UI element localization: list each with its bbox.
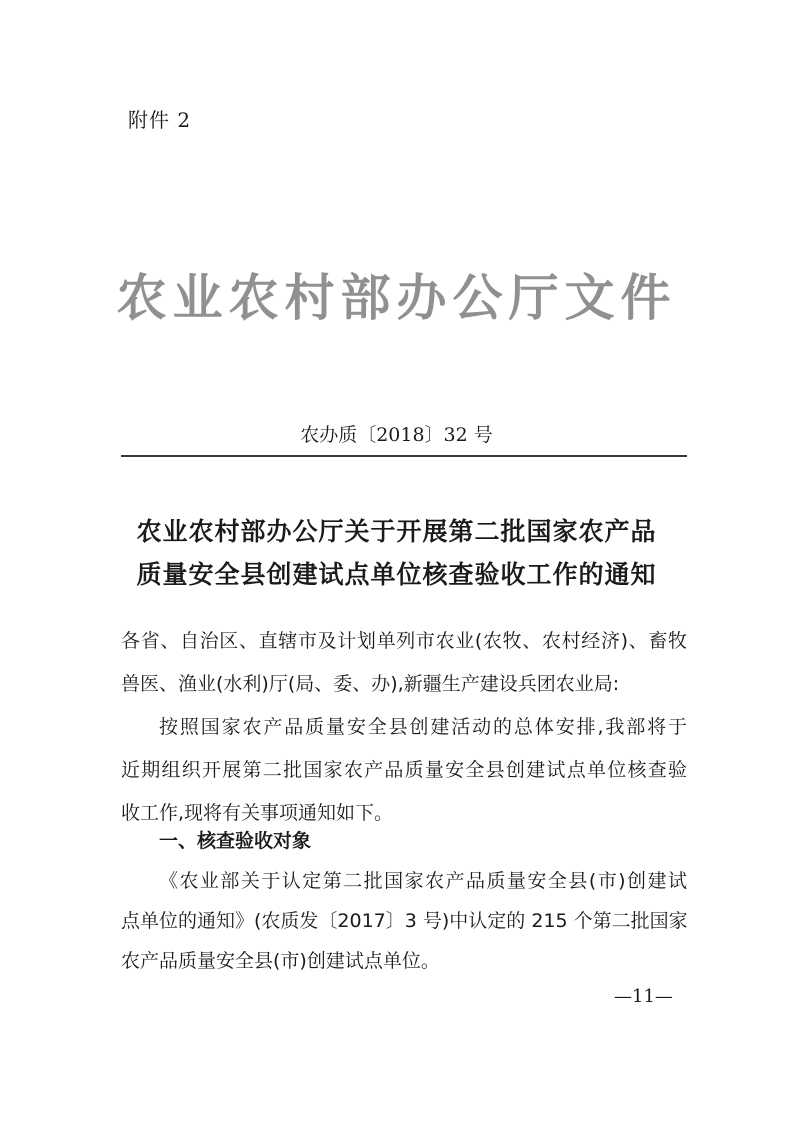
document-masthead: 农业农村部办公厅文件 xyxy=(116,268,677,327)
section-body-line-3: 农产品质量安全县(市)创建试点单位。 xyxy=(121,950,440,972)
section-heading: 一、核查验收对象 xyxy=(159,830,312,852)
section-body-line-2: 点单位的通知》(农质发〔2017〕3 号)中认定的 215 个第二批国家 xyxy=(121,910,688,932)
section-body-line-1: 《农业部关于认定第二批国家农产品质量安全县(市)创建试 xyxy=(159,870,687,892)
intro-line-3: 收工作,现将有关事项通知如下。 xyxy=(121,802,394,824)
document-title-line-2: 质量安全县创建试点单位核查验收工作的通知 xyxy=(136,560,657,589)
attachment-label: 附件 2 xyxy=(128,108,192,132)
intro-line-1: 按照国家农产品质量安全县创建活动的总体安排,我部将于 xyxy=(159,716,687,738)
addressee-line-2: 兽医、渔业(水利)厅(局、委、办),新疆生产建设兵团农业局: xyxy=(121,673,620,695)
document-number: 农办质〔2018〕32 号 xyxy=(300,424,493,446)
header-divider xyxy=(121,455,687,457)
addressee-line-1: 各省、自治区、直辖市及计划单列市农业(农牧、农村经济)、畜牧 xyxy=(121,630,687,652)
intro-line-2: 近期组织开展第二批国家农产品质量安全县创建试点单位核查验 xyxy=(121,759,687,781)
page-number: —11— xyxy=(614,986,673,1007)
document-title-line-1: 农业农村部办公厅关于开展第二批国家农产品 xyxy=(136,517,657,546)
